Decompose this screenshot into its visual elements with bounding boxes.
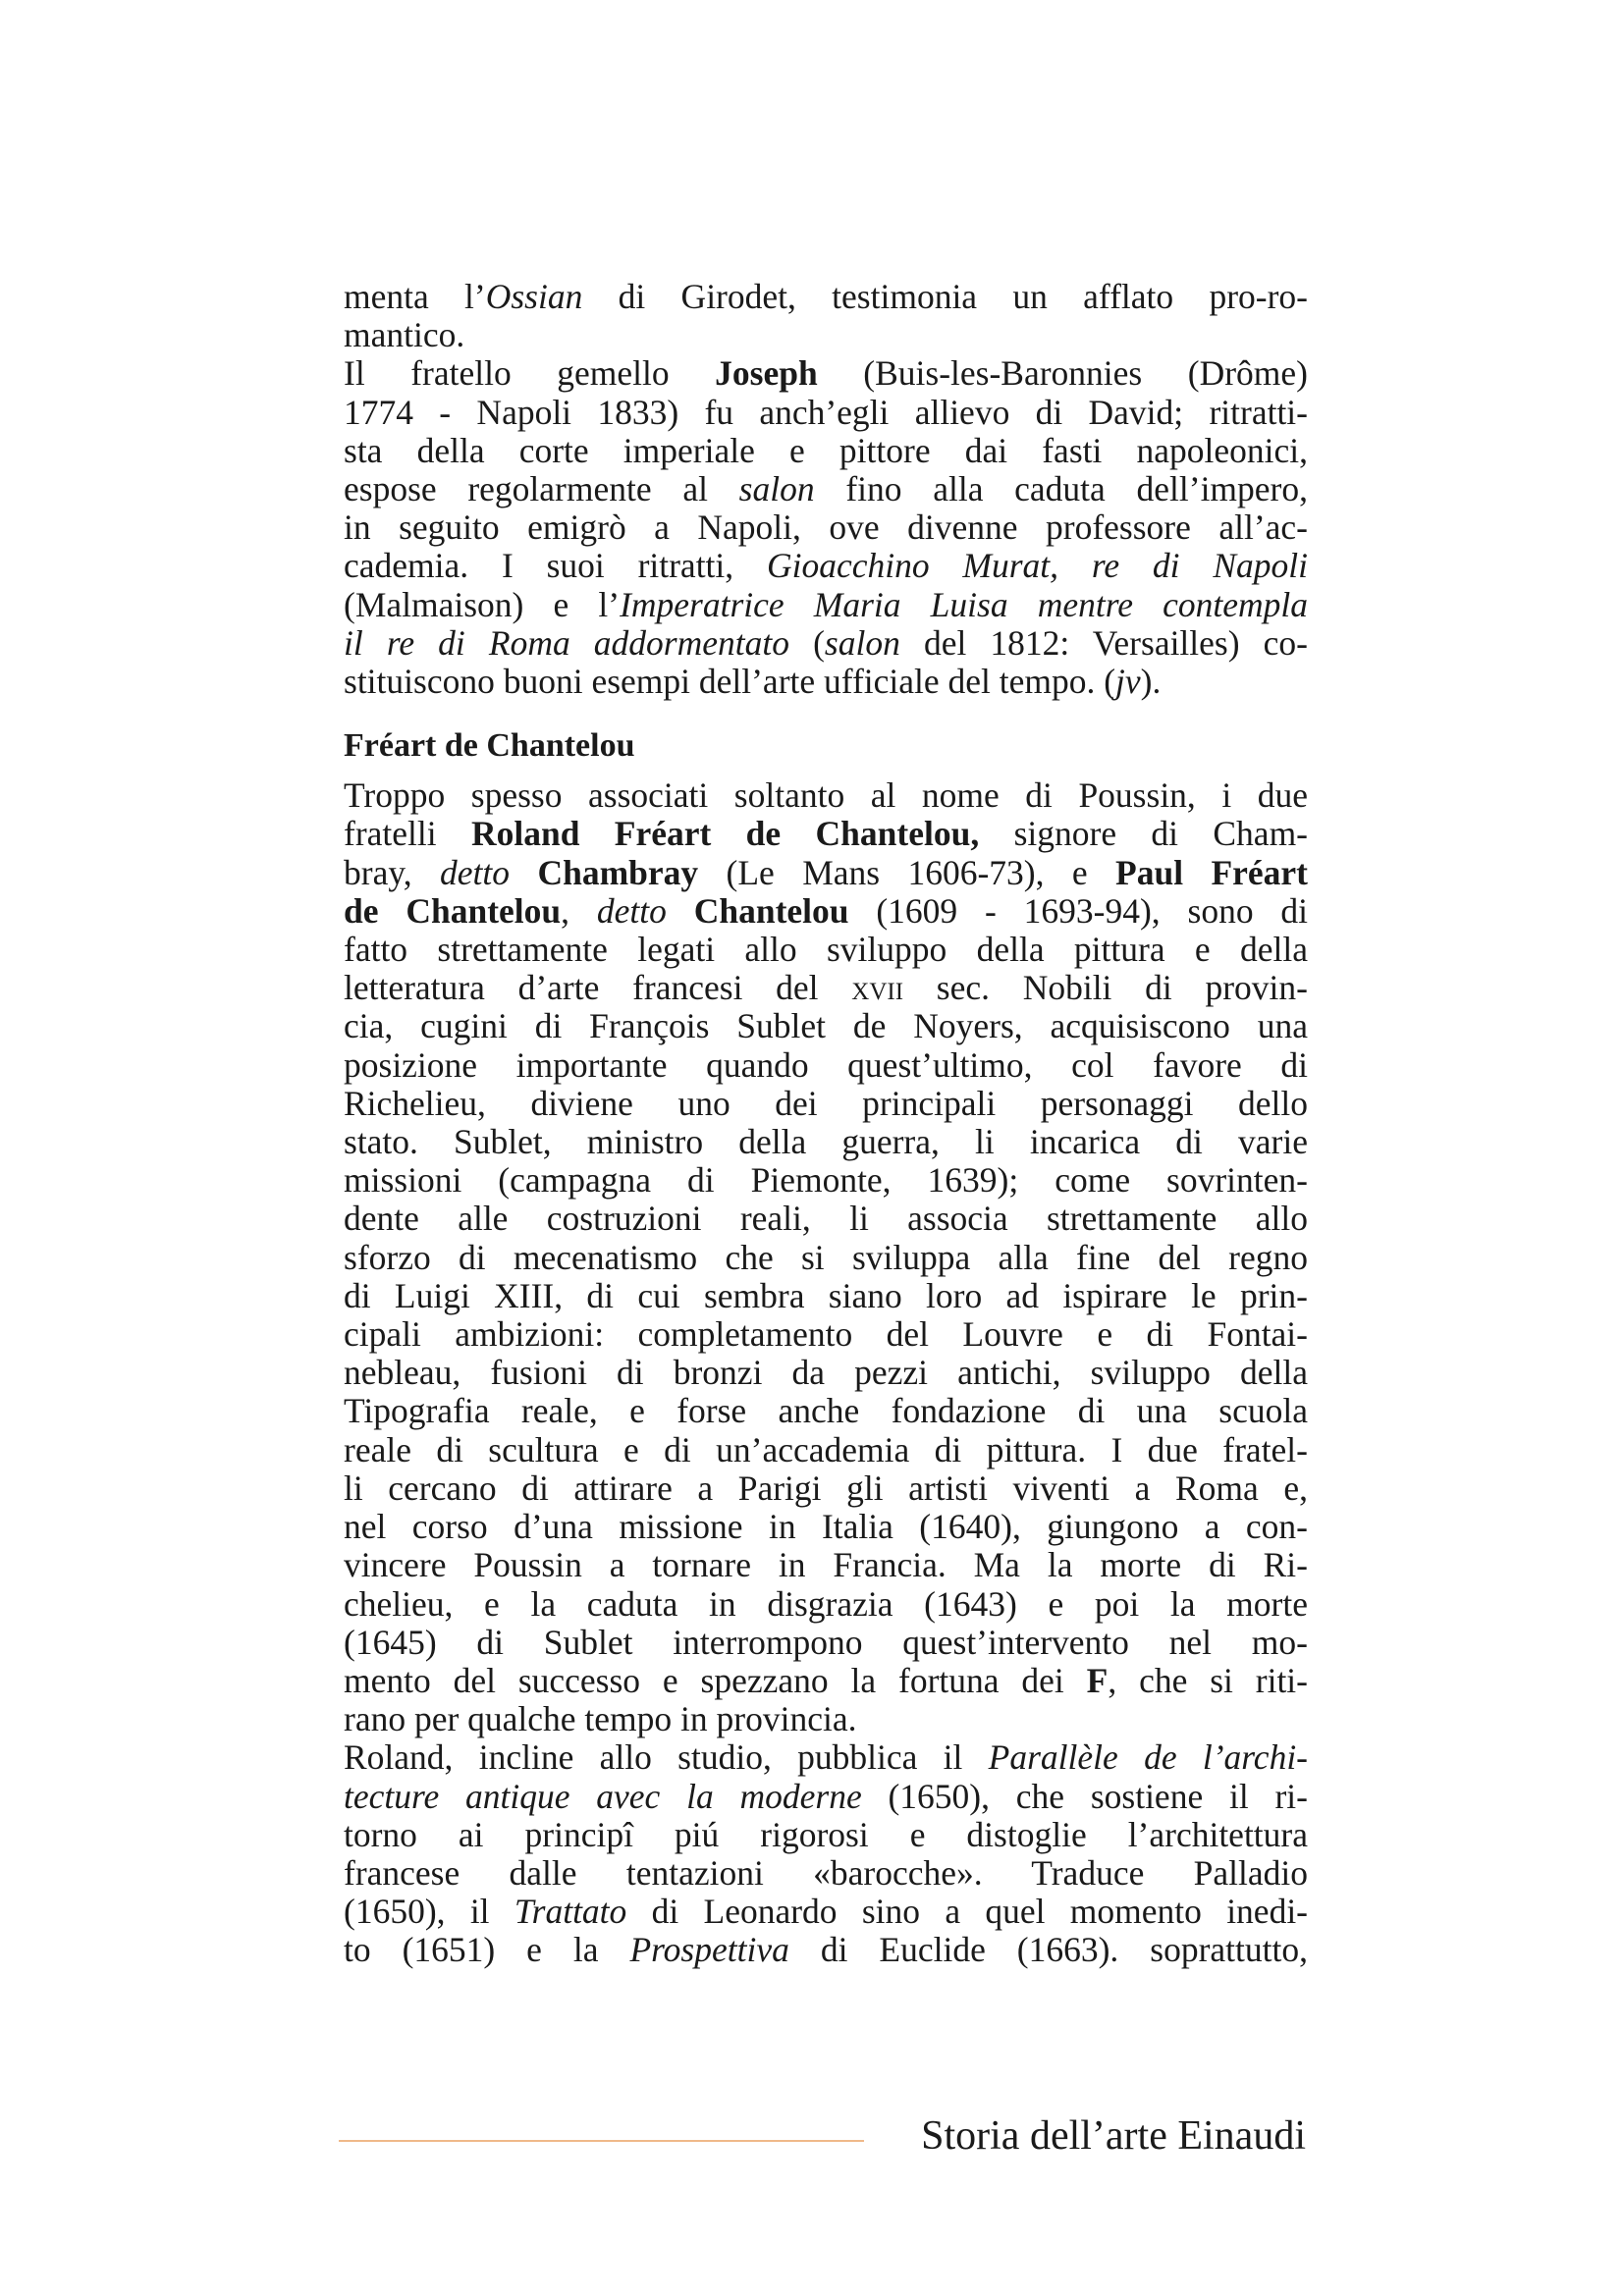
text-line: cipali ambizioni: completamento del Louvre e di Fontai- (344, 1314, 1308, 1355)
text-line: stituiscono buoni esempi dell’arte ufficiale del tempo. (jv). (344, 662, 1162, 702)
text-line: stato. Sublet, ministro della guerra, li incarica di varie (344, 1122, 1308, 1162)
footer-title: Storia dell’arte Einaudi (921, 2113, 1306, 2159)
text-line: dente alle costruzioni reali, li associa strettamente allo (344, 1199, 1308, 1239)
text-line: (1650), il Trattato di Leonardo sino a quel momento inedi- (344, 1892, 1309, 1932)
text-line: Tipografia reale, e forse anche fondazione di una scuola (344, 1391, 1308, 1431)
text-line: francese dalle tentazioni «barocche». Traduce Palladio (344, 1852, 1308, 1893)
text-line: nebleau, fusioni di bronzi da pezzi antichi, sviluppo della (344, 1353, 1308, 1393)
text-line: li cercano di attirare a Parigi gli artisti viventi a Roma e, (344, 1468, 1308, 1508)
text-line: mantico. (344, 315, 465, 355)
text-line: cia, cugini di François Sublet de Noyers, acquisiscono una (344, 1006, 1308, 1046)
text-line: in seguito emigrò a Napoli, ove divenne professore all’ac- (344, 507, 1308, 548)
text-line: de Chantelou, detto Chantelou (1609 - 1693-94), sono di (344, 890, 1309, 931)
text-line: (1645) di Sublet interrompono quest’intervento nel mo- (344, 1622, 1308, 1662)
text-line: mento del successo e spezzano la fortuna dei F, che si riti- (344, 1660, 1308, 1700)
text-line: Roland, incline allo studio, pubblica il Parallèle de l’archi- (344, 1737, 1308, 1778)
text-line: fratelli Roland Fréart de Chantelou, signore di Cham- (344, 814, 1309, 854)
text-line: 1774 - Napoli 1833) fu anch’egli allievo di David; ritratti- (344, 392, 1308, 432)
text-line: Il fratello gemello Joseph (Buis-les-Baronnies (Drôme) (344, 353, 1308, 394)
footer-rule (339, 2140, 864, 2142)
text-line: rano per qualche tempo in provincia. (344, 1699, 857, 1739)
document-body (344, 278, 1308, 1970)
text-line: tecture antique avec la moderne (1650), che sostiene il ri- (344, 1776, 1308, 1816)
section-gap (344, 701, 1308, 726)
text-line: torno ai principî piú rigorosi e distoglie l’architettura (344, 1814, 1308, 1854)
text-line: letteratura d’arte francesi del xvii sec. Nobili di provin- (344, 968, 1308, 1008)
text-line: Richelieu, diviene uno dei principali personaggi dello (344, 1083, 1308, 1123)
text-line: to (1651) e la Prospettiva di Euclide (1663). soprattutto, (344, 1930, 1308, 1970)
paragraph-chantelou (344, 776, 1308, 1738)
text-line: espose regolarmente al salon fino alla caduta dell’impero, (344, 469, 1308, 509)
text-line: bray, detto Chambray (Le Mans 1606-73), e Paul Fréart (344, 852, 1308, 892)
text-line: fatto strettamente legati allo sviluppo della pittura e della (344, 930, 1308, 970)
text-line: sta della corte imperiale e pittore dai fasti napoleonici, (344, 430, 1308, 470)
text-line: il re di Roma addormentato (salon del 1812: Versailles) co- (344, 622, 1308, 663)
text-line: menta l’Ossian di Girodet, testimonia un afflato pro-ro- (344, 277, 1308, 316)
paragraph-roland (344, 1738, 1308, 1969)
text-line: missioni (campagna di Piemonte, 1639); come sovrinten- (344, 1160, 1308, 1201)
text-line: posizione importante quando quest’ultimo, col favore di (344, 1044, 1308, 1085)
text-line: reale di scultura e di un’accademia di pittura. I due fratel- (344, 1429, 1308, 1469)
text-line: chelieu, e la caduta in disgrazia (1643) e poi la morte (344, 1583, 1308, 1624)
section-heading: Fréart de Chantelou (344, 727, 635, 765)
text-line: sforzo di mecenatismo che si sviluppa alla fine del regno (344, 1237, 1308, 1277)
text-line: nel corso d’una missione in Italia (1640), giungono a con- (344, 1507, 1308, 1547)
paragraph-ossian (344, 278, 1308, 354)
paragraph-joseph (344, 354, 1308, 701)
text-line: di Luigi XIII, di cui sembra siano loro ad ispirare le prin- (344, 1275, 1308, 1315)
text-line: vincere Poussin a tornare in Francia. Ma la morte di Ri- (344, 1545, 1308, 1585)
text-line: cademia. I suoi ritratti, Gioacchino Murat, re di Napoli (344, 546, 1308, 586)
text-line: (Malmaison) e l’Imperatrice Maria Luisa mentre contempla (344, 584, 1308, 624)
text-line: Troppo spesso associati soltanto al nome di Poussin, i due (344, 775, 1308, 816)
